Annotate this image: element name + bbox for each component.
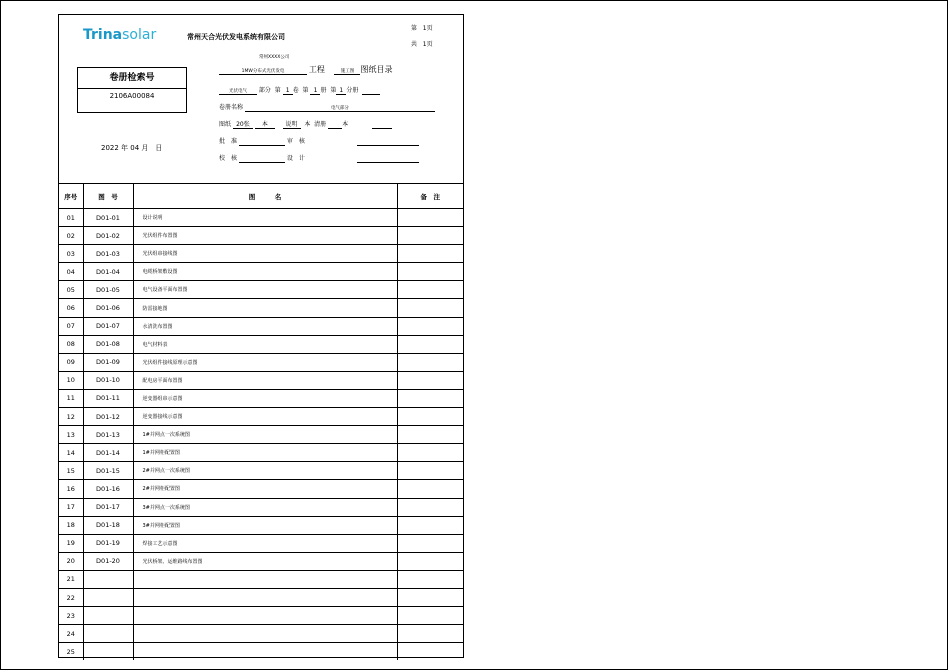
row-number: 10	[59, 371, 83, 389]
row-number: 24	[59, 625, 83, 643]
book-no: 1	[310, 87, 320, 95]
volume-prefix: 第	[274, 87, 281, 94]
table-row	[59, 317, 463, 335]
blank-line	[362, 87, 380, 95]
sub-no: 1	[336, 87, 346, 95]
row-remark	[397, 498, 463, 516]
table-row	[59, 462, 463, 480]
table-header-row	[59, 184, 463, 209]
design-label: 设 计	[286, 155, 305, 162]
row-remark	[397, 426, 463, 444]
row-remark	[397, 281, 463, 299]
row-number: 08	[59, 335, 83, 353]
drawing-code: D01-13	[83, 426, 133, 444]
col-header-no: 序号	[59, 184, 83, 209]
row-number: 14	[59, 444, 83, 462]
table-row	[59, 625, 463, 643]
drawing-name	[133, 625, 397, 643]
design-signature	[357, 155, 419, 163]
drawing-code: D01-04	[83, 263, 133, 281]
table-row	[59, 263, 463, 281]
drawing-code: D01-08	[83, 335, 133, 353]
row-number: 11	[59, 389, 83, 407]
drawing-list-table	[59, 183, 463, 660]
table-row	[59, 498, 463, 516]
row-remark	[397, 299, 463, 317]
engineering-label: 工程	[308, 65, 325, 74]
table-row	[59, 371, 463, 389]
row-number: 03	[59, 245, 83, 263]
drawing-name: 设计说明	[133, 209, 397, 227]
row-remark	[397, 371, 463, 389]
row-remark	[397, 209, 463, 227]
row-number: 05	[59, 281, 83, 299]
table-row	[59, 299, 463, 317]
drawing-code: D01-19	[83, 534, 133, 552]
row-number: 02	[59, 227, 83, 245]
table-row	[59, 607, 463, 625]
drawing-name: 逆变器组串示意图	[133, 389, 397, 407]
drawing-name: 1#并网点一次系统图	[133, 426, 397, 444]
row-remark	[397, 263, 463, 281]
table-row	[59, 534, 463, 552]
drawing-name: 电缆桥架敷设图	[133, 263, 397, 281]
review-label: 审 核	[286, 138, 305, 145]
spec-copies-label: 本	[304, 121, 311, 128]
drawing-code	[83, 570, 133, 588]
table-row	[59, 552, 463, 570]
row-number: 07	[59, 317, 83, 335]
row-number: 17	[59, 498, 83, 516]
list-copies-label: 本	[342, 121, 349, 128]
drawing-code: D01-15	[83, 462, 133, 480]
row-number: 16	[59, 480, 83, 498]
drawing-name: 2#并网柜配置图	[133, 480, 397, 498]
row-number: 18	[59, 516, 83, 534]
drawing-code: D01-09	[83, 353, 133, 371]
drawing-name: 3#并网点一次系统图	[133, 498, 397, 516]
drawing-code: D01-20	[83, 552, 133, 570]
row-number: 09	[59, 353, 83, 371]
row-remark	[397, 408, 463, 426]
row-remark	[397, 317, 463, 335]
archive-number: 2106A00084	[109, 92, 155, 100]
drawing-name: 光伏桥架、运维路线布置图	[133, 552, 397, 570]
sub-label: 分册	[346, 87, 359, 94]
table-row	[59, 389, 463, 407]
row-remark	[397, 389, 463, 407]
drawing-name: 2#并网点一次系统图	[133, 462, 397, 480]
drawing-name: 防雷接地图	[133, 299, 397, 317]
drawing-name	[133, 588, 397, 606]
col-header-code: 图 号	[83, 184, 133, 209]
drawings-label: 图纸	[219, 121, 232, 128]
row-number: 13	[59, 426, 83, 444]
row-remark	[397, 534, 463, 552]
table-row	[59, 426, 463, 444]
row-remark	[397, 625, 463, 643]
check-line	[219, 153, 419, 163]
row-number: 12	[59, 408, 83, 426]
drawing-sheet	[58, 14, 464, 658]
row-number: 06	[59, 299, 83, 317]
drawing-code: D01-02	[83, 227, 133, 245]
approve-signature	[239, 138, 285, 146]
drawing-name: 光伏组件布置图	[133, 227, 397, 245]
table-row	[59, 209, 463, 227]
table-row	[59, 516, 463, 534]
row-remark	[397, 245, 463, 263]
volume-name: 电气部分	[245, 105, 435, 112]
table-row	[59, 281, 463, 299]
copies-label: 本	[255, 119, 275, 129]
row-number: 21	[59, 570, 83, 588]
row-number: 23	[59, 607, 83, 625]
drawing-name: 焊接工艺示意图	[133, 534, 397, 552]
approve-line	[219, 136, 419, 146]
issue-date: 2022 年 04 月 日	[101, 144, 163, 152]
row-remark	[397, 335, 463, 353]
project-line	[219, 64, 392, 75]
check-signature	[239, 155, 285, 163]
drawings-line	[219, 119, 392, 129]
part-name: 光伏电气	[219, 88, 257, 95]
table-row	[59, 588, 463, 606]
row-number: 25	[59, 643, 83, 661]
row-remark	[397, 480, 463, 498]
check-label: 校 核	[219, 155, 238, 162]
drawing-name: 电气设备平面布置图	[133, 281, 397, 299]
drawing-name: 3#并网柜配置图	[133, 516, 397, 534]
row-remark	[397, 588, 463, 606]
table-row	[59, 570, 463, 588]
row-remark	[397, 643, 463, 661]
client-name: 常州XXXX公司	[259, 55, 290, 60]
drawing-name	[133, 643, 397, 661]
drawing-name: 配电房平面布置图	[133, 371, 397, 389]
drawing-code: D01-05	[83, 281, 133, 299]
table-row	[59, 480, 463, 498]
drawing-code: D01-07	[83, 317, 133, 335]
table-row	[59, 335, 463, 353]
drawings-count: 20张	[233, 119, 253, 129]
drawing-name	[133, 607, 397, 625]
col-header-remark: 备 注	[397, 184, 463, 209]
part-line	[219, 85, 380, 95]
volume-name-line	[219, 102, 435, 112]
company-name: 常州天合光伏发电系统有限公司	[187, 33, 285, 41]
row-remark	[397, 516, 463, 534]
row-remark	[397, 462, 463, 480]
drawing-code: D01-14	[83, 444, 133, 462]
stage: 施工图	[334, 68, 360, 75]
project-name: 1MW分布式光伏发电	[219, 68, 307, 75]
drawing-code: D01-06	[83, 299, 133, 317]
volume-label: 卷	[292, 87, 299, 94]
part-label: 部分	[258, 87, 271, 94]
volume-name-label: 卷册名称	[219, 104, 244, 111]
row-number: 22	[59, 588, 83, 606]
drawing-code: D01-01	[83, 209, 133, 227]
drawing-name: 逆变器接线示意图	[133, 408, 397, 426]
row-remark	[397, 227, 463, 245]
table-row	[59, 353, 463, 371]
table-row	[59, 643, 463, 661]
drawing-name: 电气材料表	[133, 335, 397, 353]
drawing-name: 光伏组件接线原理示意图	[133, 353, 397, 371]
review-signature	[357, 138, 419, 146]
drawing-code: D01-12	[83, 408, 133, 426]
row-number: 19	[59, 534, 83, 552]
drawing-code: D01-10	[83, 371, 133, 389]
table-row	[59, 408, 463, 426]
page-number: 第 1页	[411, 25, 433, 32]
row-number: 20	[59, 552, 83, 570]
book-prefix: 第	[302, 87, 309, 94]
drawing-code: D01-18	[83, 516, 133, 534]
row-remark	[397, 607, 463, 625]
row-remark	[397, 353, 463, 371]
list-blank	[328, 121, 342, 129]
drawing-code	[83, 643, 133, 661]
drawing-code	[83, 607, 133, 625]
page-total: 共 1页	[411, 41, 433, 48]
drawing-code	[83, 588, 133, 606]
row-remark	[397, 552, 463, 570]
volume-no: 1	[283, 87, 293, 95]
row-remark	[397, 444, 463, 462]
table-row	[59, 227, 463, 245]
archive-box	[77, 67, 187, 113]
drawing-name: 1#并网柜配置图	[133, 444, 397, 462]
table-row	[59, 444, 463, 462]
table-row	[59, 245, 463, 263]
archive-title: 卷册检索号	[78, 68, 186, 89]
trina-solar-logo: Trinasolar	[83, 27, 157, 43]
drawing-name: 光伏组串接线图	[133, 245, 397, 263]
approve-label: 批 准	[219, 138, 238, 145]
doc-type: 图纸目录	[360, 65, 393, 74]
row-remark	[397, 570, 463, 588]
row-number: 01	[59, 209, 83, 227]
sub-prefix: 第	[330, 87, 337, 94]
row-number: 04	[59, 263, 83, 281]
blank-line-2	[372, 121, 392, 129]
col-header-name: 图 名	[133, 184, 397, 209]
drawing-code: D01-03	[83, 245, 133, 263]
drawing-name	[133, 570, 397, 588]
drawing-name: 水清洗布置图	[133, 317, 397, 335]
drawing-code: D01-11	[83, 389, 133, 407]
row-number: 15	[59, 462, 83, 480]
list-label: 清册	[314, 121, 327, 128]
book-label: 册	[320, 87, 327, 94]
drawing-code: D01-17	[83, 498, 133, 516]
spec-label: 说明	[283, 119, 301, 129]
drawing-code: D01-16	[83, 480, 133, 498]
drawing-code	[83, 625, 133, 643]
